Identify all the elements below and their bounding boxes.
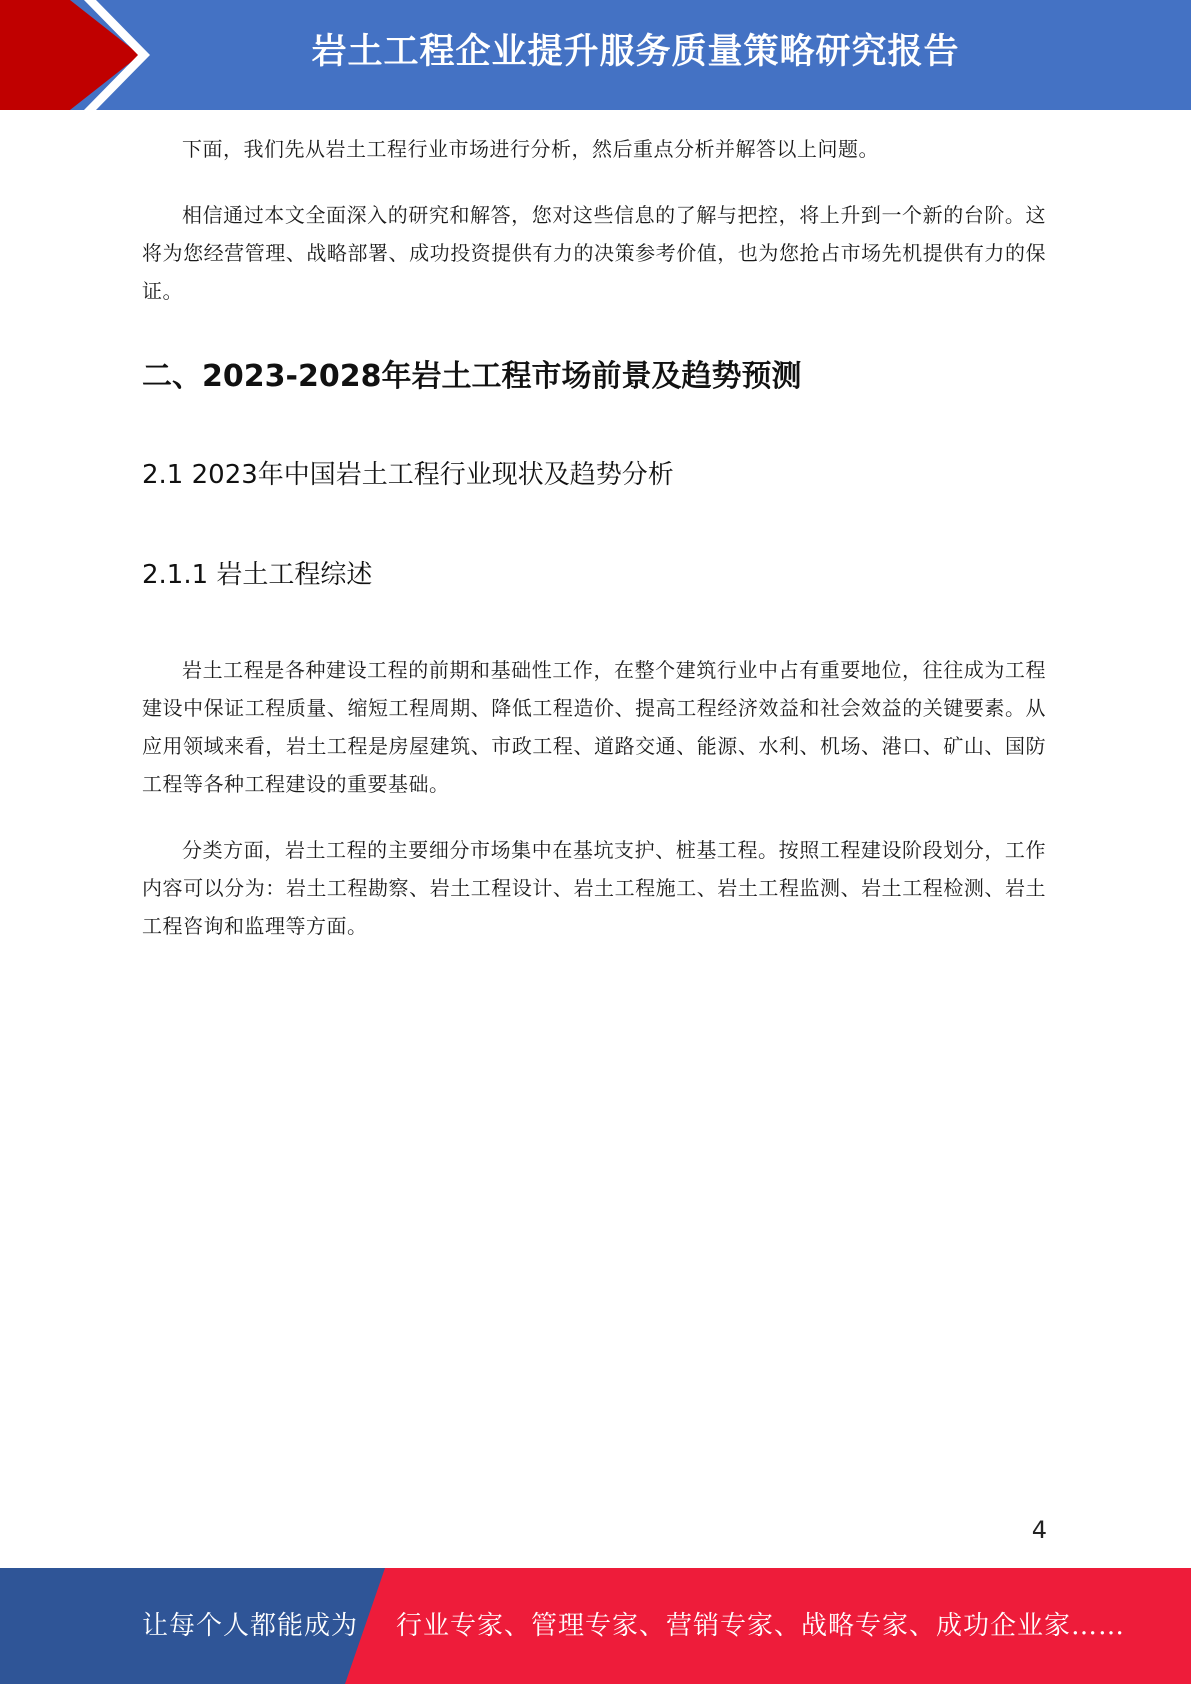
red-triangle-shape [0, 0, 140, 110]
page-number: 4 [1031, 1516, 1047, 1544]
footer-slogan-right: 行业专家、管理专家、营销专家、战略专家、成功企业家…… [396, 1611, 1126, 1641]
intro-paragraph-2: 相信通过本文全面深入的研究和解答，您对这些信息的了解与把控，将上升到一个新的台阶。这将为您经营管理、战略部署、成功投资提供有力的决策参考价值，也为您抢占市场先机提供有力的保证。 [142, 203, 1046, 303]
section-heading: 二、2023-2028年岩土工程市场前景及趋势预测 [142, 359, 802, 394]
overview-paragraph-2: 分类方面，岩土工程的主要细分市场集中在基坑支护、桩基工程。按照工程建设阶段划分，工作内容可以分为：岩土工程勘察、岩土工程设计、岩土工程施工、岩土工程监测、岩土工程检测、岩土工程咨询和监理等方面。 [142, 838, 1046, 938]
report-footer [0, 1568, 1191, 1684]
subsection-heading: 2.1 2023年中国岩土工程行业现状及趋势分析 [142, 460, 674, 490]
chevron-decoration-icon [0, 0, 160, 110]
page-content [142, 130, 1046, 945]
footer-slogan-left: 让每个人都能成为 [142, 1611, 359, 1641]
overview-paragraph-1: 岩土工程是各种建设工程的前期和基础性工作，在整个建筑行业中占有重要地位，往往成为工程建设中保证工程质量、缩短工程周期、降低工程造价、提高工程经济效益和社会效益的关键要素。从应用领域来看，岩土工程是房屋建筑、市政工程、道路交通、能源、水利、机场、港口、矿山、国防工程等各种工程建设的重要基础。 [142, 658, 1046, 796]
subsubsection-heading: 2.1.1 岩土工程综述 [142, 560, 373, 590]
report-title: 岩土工程企业提升服务质量策略研究报告 [311, 32, 960, 72]
intro-paragraph-1: 下面，我们先从岩土工程行业市场进行分析，然后重点分析并解答以上问题。 [182, 137, 879, 161]
report-header [0, 0, 1191, 110]
